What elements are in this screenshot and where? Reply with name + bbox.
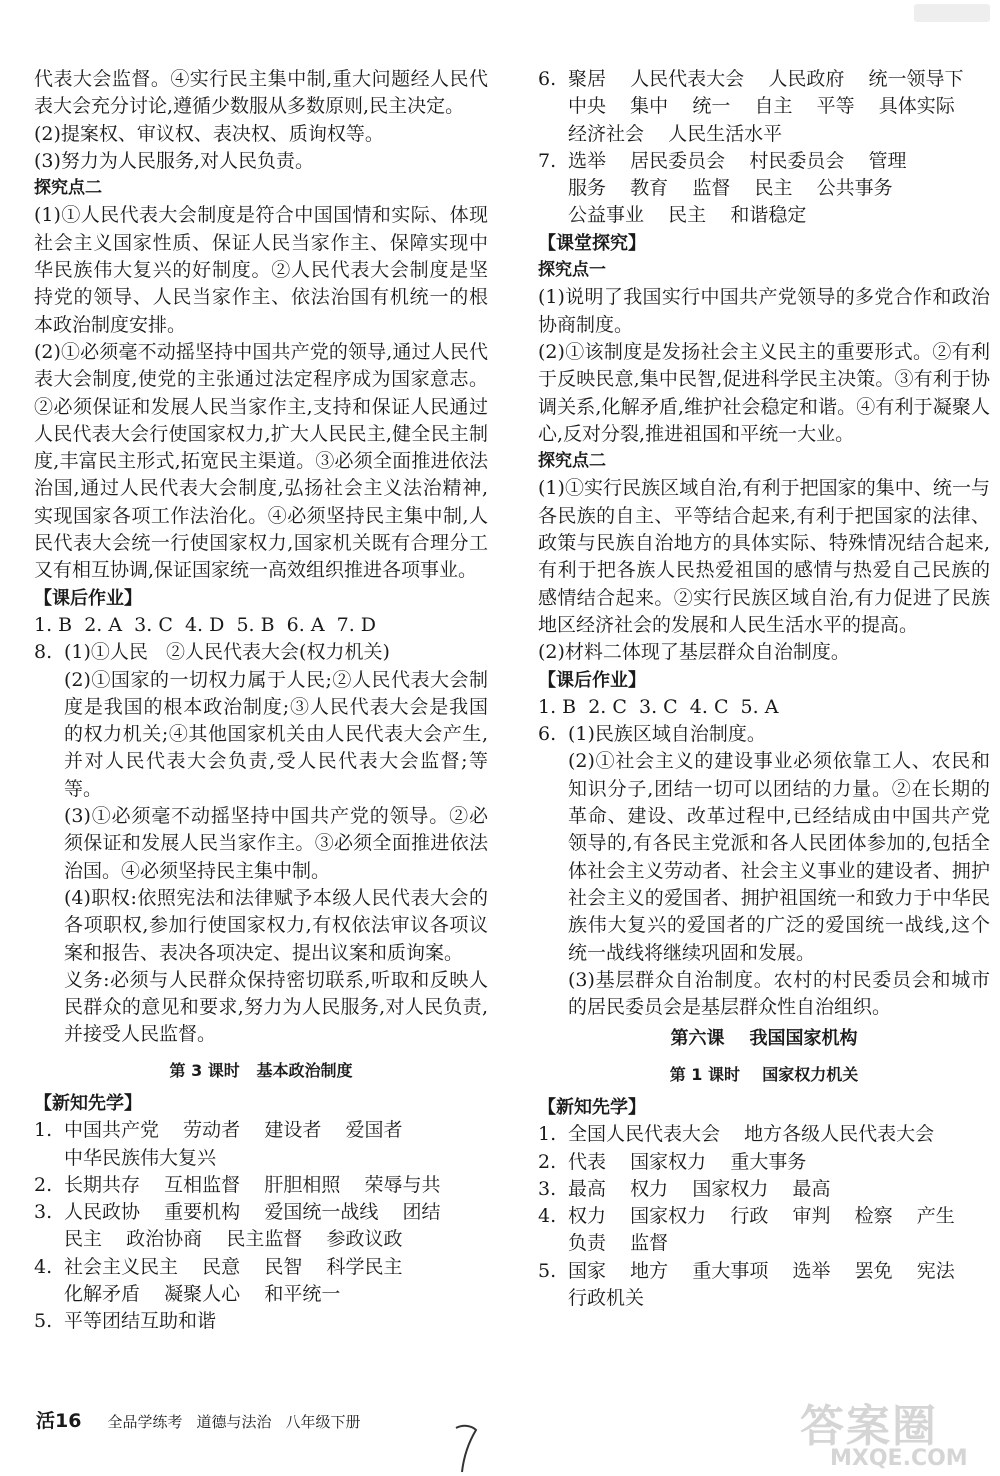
q8-part-4: (4)职权:依照宪法和法律赋予本级人民代表大会的各项职权,参加行使国家权力,有权依法审议各项议案和报告、表决各项决定、提出议案和质询案。	[64, 886, 488, 964]
item-text	[568, 1258, 990, 1313]
item-number: 2.	[538, 1150, 557, 1173]
tanjiu1-para-2: (2)①该制度是发扬社会主义民主的重要形式。②有利于反映民意,集中民智,促进科学民主决策。③有利于协调关系,化解矛盾,维护社会稳定和谐。④有利于凝聚人心,反对分裂,推进祖国和平统一大业。	[538, 340, 990, 445]
item-line: 民主 政治协商 民主监督 参政议政	[64, 1228, 403, 1251]
item-line: 服务 教育 监督 民主 公共事务	[568, 177, 893, 200]
lesson-title-right: 第 1 课时 国家权力机关	[669, 1064, 859, 1084]
item-line: 负责 监督	[568, 1232, 669, 1255]
item-text	[568, 1203, 990, 1258]
lesson-title: 第 3 课时 基本政治制度	[169, 1060, 353, 1080]
item-line: 化解矛盾 凝聚人心 和平统一	[64, 1283, 341, 1306]
item-line: 行政机关	[568, 1287, 645, 1310]
answer-line-right: 1. B 2. C 3. C 4. C 5. A	[538, 695, 779, 718]
item-number: 1.	[34, 1119, 53, 1142]
section-heading-homework-right: 【课后作业】	[538, 669, 646, 691]
q8-part-5: 义务:必须与人民群众保持密切联系,听取和反映人民群众的意见和要求,努力为人民服务,对人民负责,并接受人民监督。	[64, 968, 488, 1046]
q8-part-1: (1)①人民 ②人民代表大会(权力机关)	[64, 641, 390, 664]
item-text	[64, 1172, 488, 1199]
watermark-url: MXQE.COM	[830, 1446, 968, 1471]
page-number: 活16	[36, 1410, 82, 1432]
list-item	[34, 1254, 488, 1309]
list-item	[538, 66, 990, 148]
section-heading-tanjiu1: 探究点一	[538, 260, 606, 281]
item-line: 公益事业 民主 和谐稳定	[568, 204, 807, 227]
question-number: 6.	[538, 723, 557, 746]
item-line: 聚居 人民代表大会 人民政府 统一领导下	[568, 68, 964, 90]
right-column	[538, 66, 990, 1312]
item-text	[64, 1117, 488, 1172]
grade-label: 八年级下册	[285, 1413, 361, 1431]
section-heading-tanjiu2-right: 探究点二	[538, 451, 606, 472]
corner-logo-icon	[912, 2, 992, 26]
list-item	[538, 1149, 990, 1176]
item-line: 经济社会 人民生活水平	[568, 122, 783, 145]
section-heading-ketang: 【课堂探究】	[538, 232, 646, 254]
q8-part-3: (3)①必须毫不动摇坚持中国共产党的领导。②必须保证和发展人民当家作主。③必须全面推进依法治国。④必须坚持民主集中制。	[64, 805, 488, 882]
item-line: 中国共产党 劳动者 建设者 爱国者	[64, 1119, 403, 1142]
item-number: 6.	[538, 68, 557, 90]
answer-line: 1. B 2. A 3. C 4. D 5. B 6. A 7. D	[34, 613, 377, 636]
item-number: 7.	[538, 149, 557, 172]
item-text	[568, 1176, 990, 1203]
tanjiu2-right-para-2: (2)材料二体现了基层群众自治制度。	[538, 641, 850, 664]
tanjiu2-para-2: (2)①必须毫不动摇坚持中国共产党的领导,通过人民代表大会制度,使党的主张通过法定程序成为国家意志。②必须保证和发展人民当家作主,支持和保证人民通过人民代表大会行使国家权力,扩大人民民主,健全民主制度,丰富民主形式,拓宽民主渠道。③必须全面推进依法治国,通过人民代表大会制度,弘扬社会主义法治精神,实现国家各项工作法治化。④必须坚持民主集中制,人民代表大会统一行使国家权力,国家机关既有合理分工又有相互协调,保证国家统一高效组织推进各项事业。	[34, 340, 488, 582]
item-text	[568, 1121, 990, 1148]
item-number: 4.	[538, 1205, 557, 1228]
item-number: 3.	[538, 1177, 557, 1200]
left-column	[34, 66, 488, 1336]
tanjiu2-right-para-1: (1)①实行民族区域自治,有利于把国家的集中、统一与各民族的自主、平等结合起来,有利于把国家的法律、政策与民族自治地方的具体实际、特殊情况结合起来,有利于把各族人民热爱祖国的感情与热爱自己民族的感情结合起来。②实行民族区域自治,有力促进了民族地区经济社会的发展和人民生活水平的提高。	[538, 477, 990, 636]
q6-part-3: (3)基层群众自治制度。农村的村民委员会和城市的居民委员会是基层群众性自治组织。	[568, 968, 990, 1019]
question-number: 8.	[34, 641, 53, 664]
list-item	[538, 1203, 990, 1258]
xinzhi-list-right	[538, 1121, 990, 1312]
item-line: 人民政协 重要机构 爱国统一战线 团结	[64, 1201, 441, 1224]
item-number: 5.	[34, 1310, 53, 1333]
item-line: 权力 国家权力 行政 审判 检察 产生	[568, 1205, 955, 1228]
list-item	[34, 1172, 488, 1199]
xinzhi-list	[34, 1117, 488, 1335]
item-line: 长期共存 互相监督 肝胆相照 荣辱与共	[64, 1173, 441, 1196]
subject-label: 道德与法治	[196, 1413, 272, 1431]
item-line: 全国人民代表大会 地方各级人民代表大会	[568, 1123, 935, 1146]
item-text	[568, 66, 990, 148]
chapter-title: 第六课 我国国家机构	[670, 1028, 858, 1050]
item-number: 1.	[538, 1123, 557, 1146]
q6-part-1: (1)民族区域自治制度。	[568, 723, 766, 746]
list-item	[34, 1199, 488, 1254]
item-text	[64, 1254, 488, 1309]
watermark-text: 答案圈	[800, 1401, 938, 1452]
item-line: 最高 权力 国家权力 最高	[568, 1177, 831, 1200]
item-line: 平等团结互助和谐	[64, 1310, 217, 1333]
q8-part-2: (2)①国家的一切权力属于人民;②人民代表大会制度是我国的根本政治制度;③人民代表大会是我国的权力机关;④其他国家机关由人民代表大会产生,并对人民代表大会负责,受人民代表大会监督;等等。	[64, 668, 488, 800]
item-line: 社会主义民主 民意 民智 科学民主	[64, 1255, 403, 1278]
item-text	[568, 148, 990, 230]
xinzhi-list-continued	[538, 66, 990, 230]
item-text	[64, 1199, 488, 1254]
item-text	[64, 1308, 488, 1335]
item-line: 代表 国家权力 重大事务	[568, 1150, 807, 1173]
item-number: 4.	[34, 1255, 53, 1278]
book-title: 全品学练考	[107, 1413, 183, 1431]
intro-para-3: (3)努力为人民服务,对人民负责。	[34, 149, 314, 172]
section-heading-xinzhi-right: 【新知先学】	[538, 1096, 646, 1118]
q6-part-2: (2)①社会主义的建设事业必须依靠工人、农民和知识分子,团结一切可以团结的力量。②在长期的革命、建设、改革过程中,已经结成由中国共产党领导的,有各民主党派和各人民团体参加的,包括全体社会主义劳动者、社会主义事业的建设者、拥护社会主义的爱国者、拥护祖国统一和致力于中华民族伟大复兴的爱国者的广泛的爱国统一战线,这个统一战线将继续巩固和发展。	[568, 750, 990, 964]
intro-para-2: (2)提案权、审议权、表决权、质询权等。	[34, 122, 384, 145]
list-item	[34, 1308, 488, 1335]
question-6	[538, 721, 990, 748]
intro-para-1: 代表大会监督。④实行民主集中制,重大问题经人民代表大会充分讨论,遵循少数服从多数原则,民主决定。	[34, 68, 488, 118]
section-heading-xinzhi: 【新知先学】	[34, 1092, 142, 1114]
item-line: 中华民族伟大复兴	[64, 1146, 217, 1169]
page-footer	[36, 1406, 375, 1433]
item-number: 3.	[34, 1201, 53, 1224]
item-number: 2.	[34, 1173, 53, 1196]
list-item	[538, 1121, 990, 1148]
item-line: 选举 居民委员会 村民委员会 管理	[568, 149, 907, 172]
item-line: 中央 集中 统一 自主 平等 具体实际	[568, 95, 955, 118]
watermark-logo	[800, 1390, 990, 1470]
tanjiu1-para-1: (1)说明了我国实行中国共产党领导的多党合作和政治协商制度。	[538, 286, 990, 336]
item-number: 5.	[538, 1259, 557, 1282]
section-heading-tanjiu2: 探究点二	[34, 178, 102, 199]
tanjiu2-para-1: (1)①人民代表大会制度是符合中国国情和实际、体现社会主义国家性质、保证人民当家作主、保障实现中华民族伟大复兴的好制度。②人民代表大会制度是坚持党的领导、人民当家作主、依法治国有机统一的根本政治制度安排。	[34, 204, 488, 336]
list-item	[538, 148, 990, 230]
list-item	[538, 1176, 990, 1203]
list-item	[34, 1117, 488, 1172]
item-text	[568, 1149, 990, 1176]
section-heading-homework: 【课后作业】	[34, 587, 142, 609]
pen-mark-icon	[452, 1420, 482, 1476]
question-8	[34, 639, 488, 666]
list-item	[538, 1258, 990, 1313]
item-line: 国家 地方 重大事项 选举 罢免 宪法	[568, 1259, 955, 1282]
